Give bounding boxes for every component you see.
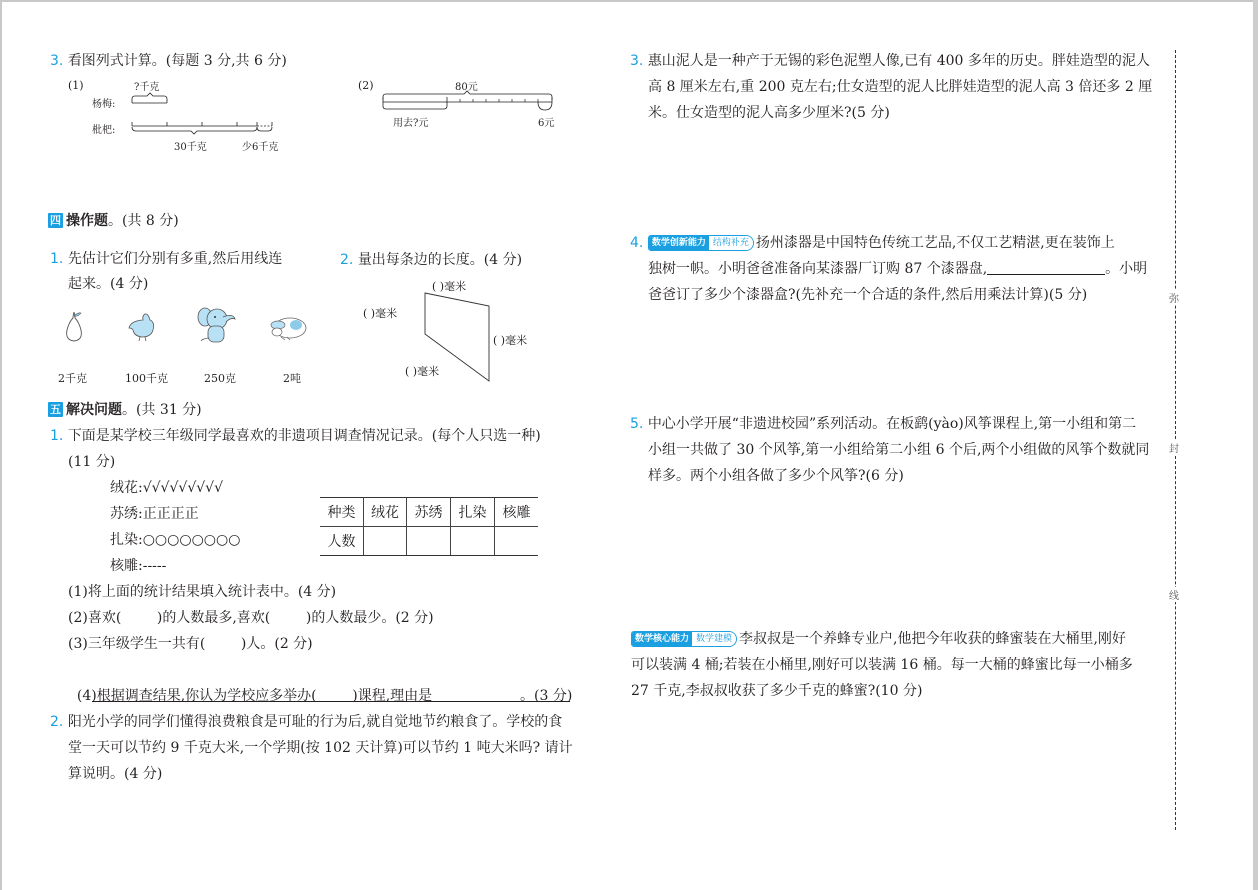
question-text: 先估计它们分别有多重,然后用线连 — [67, 251, 283, 267]
question-number: 5. — [630, 416, 644, 432]
tag-secondary: 数学建模 — [692, 632, 736, 646]
table-header-cell: 绒花 — [364, 498, 407, 527]
part2-used-label: 用去?元 — [393, 118, 429, 129]
seal-char: 线 — [1169, 587, 1179, 602]
weight-label: 250克 — [204, 372, 236, 385]
statistics-table — [320, 497, 538, 556]
record-label: 扎染: — [110, 532, 143, 548]
part2-label: (2) — [358, 79, 374, 92]
section-title: 操作题 — [66, 213, 108, 229]
right-q3-line1 — [630, 48, 1150, 74]
part1-less-label: 少6千克 — [242, 142, 279, 153]
record-label: 苏绣: — [110, 506, 143, 522]
question-number: 2. — [340, 252, 354, 268]
part2-top-label: 80元 — [455, 82, 478, 93]
weight-label: 2吨 — [283, 372, 301, 385]
top-side-label: ( )毫米 — [432, 280, 467, 293]
tag-secondary: 结构补充 — [709, 236, 753, 250]
right-q5-line2: 小组一共做了 30 个风筝,第一小组给第二小组 6 个后,两个小组做的风筝个数就同 — [648, 442, 1150, 458]
part2-remain-label: 6元 — [538, 118, 555, 129]
part1-label: (1) — [68, 79, 84, 92]
right-q4-line3: 爸爸订了多少个漆器盒?(先补充一个合适的条件,然后用乘法计算)(5 分) — [648, 287, 1088, 303]
question-text: 。小明 — [1105, 261, 1148, 277]
subquestion-2: (2)喜欢( )的人数最多,喜欢( )的人数最少。(2 分) — [68, 610, 434, 626]
table-header-cell: 扎染 — [451, 498, 495, 527]
scrollbar[interactable] — [1253, 0, 1258, 890]
table-header-cell: 核雕 — [495, 498, 539, 527]
record-label: 绒花: — [110, 480, 143, 496]
right-q5-line1 — [630, 411, 1136, 437]
question-text: 惠山泥人是一种产于无锡的彩色泥塑人像,已有 400 多年的历史。胖娃造型的泥人 — [647, 53, 1150, 69]
section-title: 解决问题 — [66, 402, 122, 418]
s5-q1-line1 — [50, 423, 541, 449]
right-q3-line2: 高 8 厘米左右,重 200 克左右;仕女造型的泥人比胖娃造型的泥人高 3 倍还多 2 厘 — [648, 79, 1153, 95]
question-number: 2. — [50, 714, 64, 730]
right-side-label: ( )毫米 — [493, 334, 528, 347]
record-marks: ○○○○○○○○ — [142, 532, 241, 548]
section-badge: 四 — [50, 214, 61, 227]
weight-label: 2千克 — [58, 372, 87, 385]
tag-primary: 数学核心能力 — [632, 632, 692, 646]
section-5-heading — [48, 397, 202, 423]
table-header-row — [320, 498, 538, 527]
part1-row2-label: 枇杷: — [92, 125, 116, 136]
table-header-cell: 种类 — [320, 498, 364, 527]
section-badge: 五 — [50, 403, 61, 416]
question-text: 扬州漆器是中国特色传统工艺品,不仅工艺精湛,更在装饰上 — [755, 235, 1115, 251]
question-text: 看图列式计算。(每题 3 分,共 6 分) — [67, 53, 287, 69]
table-input-cell[interactable] — [495, 527, 539, 556]
question-text: 独树一帜。小明爸爸准备向某漆器厂订购 87 个漆器盘, — [648, 261, 988, 277]
ability-tag — [631, 631, 737, 647]
part1-top-label: ?千克 — [134, 82, 160, 93]
table-header-cell: 苏绣 — [407, 498, 451, 527]
record-row — [110, 501, 199, 527]
s4-q1-line2: 起来。(4 分) — [68, 276, 149, 292]
score-text: 。(3 分) — [520, 688, 573, 704]
record-row — [110, 553, 166, 579]
table-row — [320, 527, 538, 556]
right-q4-line2 — [648, 256, 1147, 282]
subquestion-4-cont — [92, 683, 572, 709]
ability-tag — [648, 235, 754, 251]
question-number: 3. — [630, 53, 644, 69]
tag-primary: 数学创新能力 — [649, 236, 709, 250]
right-q3-line3: 米。仕女造型的泥人高多少厘米?(5 分) — [648, 105, 890, 121]
s5-q2-line1 — [50, 709, 562, 735]
s5-q2-line3: 算说明。(4 分) — [68, 766, 163, 782]
right-q6-line3: 27 千克,李叔叔收获了多少千克的蜂蜜?(10 分) — [631, 683, 923, 699]
bottom-side-label: ( )毫米 — [405, 365, 440, 378]
table-input-cell[interactable] — [451, 527, 495, 556]
question-number: 4. — [630, 235, 644, 251]
table-input-cell[interactable] — [407, 527, 451, 556]
record-row — [110, 527, 240, 553]
table-input-cell[interactable] — [364, 527, 407, 556]
question-text: 量出每条边的长度。(4 分) — [357, 252, 523, 268]
part1-bottom-label: 30千克 — [174, 142, 207, 153]
question-number: 1. — [50, 428, 64, 444]
record-label: 核雕: — [110, 558, 143, 574]
record-row — [110, 475, 223, 501]
answer-blank[interactable] — [92, 687, 520, 702]
subquestion-1: (1)将上面的统计结果填入统计表中。(4 分) — [68, 584, 337, 600]
question-text: 中心小学开展“非遗进校园”系列活动。在板鹞(yào)风筝课程上,第一小组和第二 — [647, 416, 1137, 432]
record-marks: √√√√√√√√√ — [142, 480, 224, 496]
question-text: 下面是某学校三年级同学最喜欢的非遗项目调查情况记录。(每个人只选一种) — [67, 428, 541, 444]
s5-q2-line2: 堂一天可以节约 9 千克大米,一个学期(按 102 天计算)可以节约 1 吨大米吗? 请计 — [68, 740, 573, 756]
record-marks: ----- — [142, 558, 167, 574]
s5-q1-line2: (11 分) — [68, 454, 116, 470]
weight-label: 100千克 — [125, 372, 168, 385]
subquestion-text: (4)根据调查结果,你认为学校应多举办( )课程,理由是 — [76, 688, 433, 704]
question-number: 3. — [50, 53, 64, 69]
left-side-label: ( )毫米 — [363, 307, 398, 320]
right-q4-line1 — [630, 230, 1115, 256]
part1-row1-label: 杨梅: — [92, 99, 116, 110]
right-q6-line2: 可以装满 4 桶;若装在小桶里,刚好可以装满 16 桶。每一大桶的蜂蜜比每一小桶多 — [631, 657, 1133, 673]
seal-char: 弥 — [1169, 290, 1179, 305]
section-suffix: 。(共 8 分) — [108, 213, 179, 229]
section-suffix: 。(共 31 分) — [122, 402, 202, 418]
question-text: 李叔叔是一个养蜂专业户,他把今年收获的蜂蜜装在大桶里,刚好 — [739, 631, 1126, 647]
subquestion-3: (3)三年级学生一共有( )人。(2 分) — [68, 636, 313, 652]
question-text: 阳光小学的同学们懂得浪费粮食是可耻的行为后,就自觉地节约粮食了。学校的食 — [67, 714, 563, 730]
condition-blank[interactable] — [987, 260, 1105, 275]
record-marks: 正正正正 — [142, 506, 199, 522]
seal-char: 封 — [1169, 440, 1179, 455]
question-number: 1. — [50, 251, 64, 267]
table-cell: 人数 — [320, 527, 364, 556]
right-q5-line3: 样多。两个小组各做了多少个风筝?(6 分) — [648, 468, 904, 484]
right-q6-line1 — [631, 626, 1126, 652]
